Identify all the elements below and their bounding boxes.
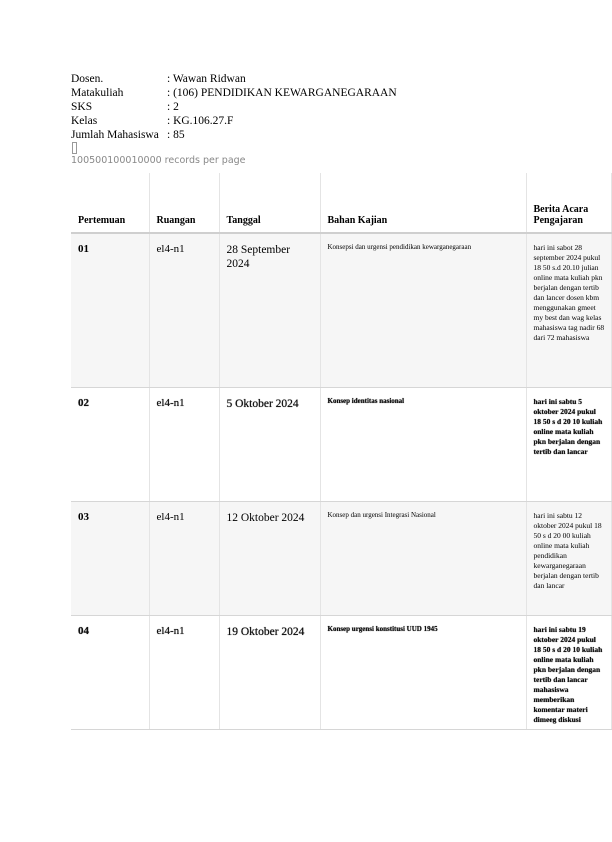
table-row [71,616,611,730]
info-row-matakuliah [71,86,397,100]
info-label: Jumlah Mahasiswa [71,129,159,141]
info-label: Dosen. [71,73,104,85]
cell-berita-acara: hari ini sabtu 5 oktober 2024 pukul 18 50 s d 20 10 kuliah online mata kuliah pkn berjalan dengan tertib dan lancar [526,388,611,502]
cell-pertemuan: 01 [71,233,149,388]
info-row-jumlah-mahasiswa [71,128,397,142]
schedule-table [71,173,612,730]
info-value: : Wawan Ridwan [167,73,246,85]
cell-bahan-kajian: Konsep dan urgensi Integrasi Nasional [320,502,526,616]
info-label: Matakuliah [71,87,124,99]
table-row [71,502,611,616]
cell-pertemuan: 02 [71,388,149,502]
cell-pertemuan: 04 [71,616,149,730]
table-row [71,388,611,502]
info-row-dosen [71,72,397,86]
header-berita-acara[interactable]: Berita Acara Pengajaran [526,173,611,233]
info-value: : (106) PENDIDIKAN KEWARGANEGARAAN [167,87,397,99]
text-cursor-box[interactable] [72,142,77,154]
cell-ruangan: el4-n1 [149,388,219,502]
cell-tanggal: 19 Oktober 2024 [219,616,320,730]
cell-ruangan: el4-n1 [149,502,219,616]
cell-pertemuan: 03 [71,502,149,616]
cell-ruangan: el4-n1 [149,233,219,388]
cell-berita-acara: hari ini sabot 28 september 2024 pukul 18 50 s.d 20.10 julian online mata kuliah pkn berjalan dengan tertib dan lancer dosen kbm menggunakan gmeet my best dan wag kelas mahasiswa tag nadir 68 dari 72 mahasiswa [526,233,611,388]
cell-tanggal: 28 September 2024 [219,233,320,388]
header-pertemuan[interactable]: Pertemuan [71,173,149,233]
cell-tanggal: 12 Oktober 2024 [219,502,320,616]
table-header-row [71,173,611,233]
info-row-sks [71,100,397,114]
info-label: SKS [71,101,93,113]
cell-bahan-kajian: Konsep identitas nasional [320,388,526,502]
info-value: : 85 [167,129,185,141]
table-row [71,233,611,388]
header-ruangan[interactable]: Ruangan [149,173,219,233]
header-tanggal[interactable]: Tanggal [219,173,320,233]
cell-berita-acara: hari ini sabtu 19 oktober 2024 pukul 18 50 s d 20 10 kuliah online mata kuliah pkn berjalan dengan tertib dan lancar mahasiswa memberikan komentar materi dimeeg diskusi [526,616,611,730]
header-bahan-kajian[interactable]: Bahan Kajian [320,173,526,233]
cell-ruangan: el4-n1 [149,616,219,730]
cell-bahan-kajian: Konsepsi dan urgensi pendidikan kewarganegaraan [320,233,526,388]
records-per-page-select[interactable]: 100500100010000 records per page [71,155,246,166]
info-label: Kelas [71,115,98,127]
info-value: : KG.106.27.F [167,115,234,127]
info-row-kelas [71,114,397,128]
cell-bahan-kajian: Konsep urgensi konstitusi UUD 1945 [320,616,526,730]
info-value: : 2 [167,101,179,113]
cell-tanggal: 5 Oktober 2024 [219,388,320,502]
course-info [71,72,397,142]
schedule-table-wrapper [71,173,605,730]
cell-berita-acara: hari ini sabtu 12 oktober 2024 pukul 18 50 s d 20 00 kuliah online mata kuliah pendidikan kewarganegaraan berjalan dengan tertib dan lancar [526,502,611,616]
